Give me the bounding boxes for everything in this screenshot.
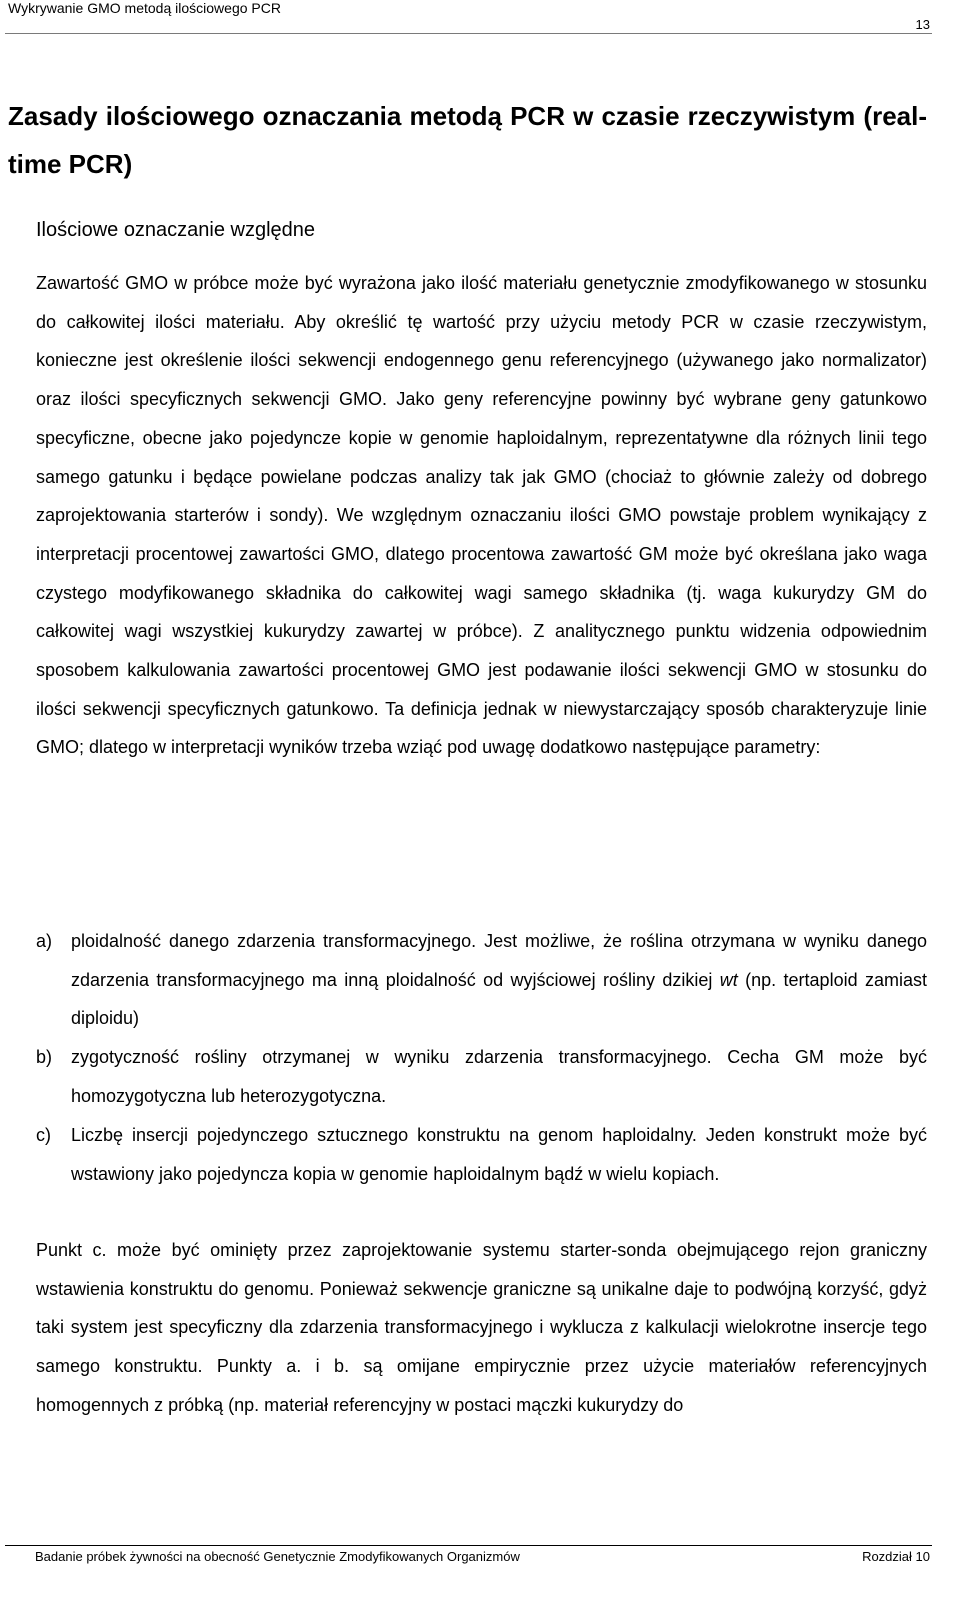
footer-chapter: Rozdział 10 <box>862 1549 930 1564</box>
list-item-text: Liczbę insercji pojedynczego sztucznego konstruktu na genom haploidalny. Jeden konstrukt może być wstawiony jako pojedyncza kopia w genomie haploidalnym bądź w wielu kopiach. <box>71 1125 927 1184</box>
list-item-a <box>36 922 927 1038</box>
list-item-text: zygotyczność rośliny otrzymanej w wyniku zdarzenia transformacyjnego. Cecha GM może być homozygotyczna lub heterozygotyczna. <box>71 1047 927 1106</box>
header-divider <box>5 33 932 34</box>
wild-type-italic: wt <box>719 969 738 990</box>
list-marker: b) <box>36 1047 53 1067</box>
running-header-title: Wykrywanie GMO metodą ilościowego PCR <box>8 0 281 16</box>
footer-divider <box>5 1545 932 1546</box>
subsection-heading: Ilościowe oznaczanie względne <box>36 219 316 241</box>
list-marker: c) <box>36 1125 51 1145</box>
footer-book-title: Badanie próbek żywności na obecność Genetycznie Zmodyfikowanych Organizmów <box>35 1549 520 1564</box>
list-item-b <box>36 1038 927 1115</box>
body-paragraph-1: Zawartość GMO w próbce może być wyrażona jako ilość materiału genetycznie zmodyfikowanego w stosunku do całkowitej ilości materiału. Aby określić tę wartość przy użyciu metody PCR w czasie rzeczywistym, konieczne jest określenie ilości sekwencji endogennego genu referencyjnego (używanego jako normalizator) oraz ilości specyficznych sekwencji GMO. Jako geny referencyjne powinny być wybrane geny gatunkowo specyficzne, obecne jako pojedyncze kopie w genomie haploidalnym, reprezentatywne dla różnych linii tego samego gatunku i będące powielane podczas analizy tak jak GMO (chociaż to głównie zależy od dobrego zaprojektowania starterów i sondy). We względnym oznaczaniu ilości GMO powstaje problem wynikający z interpretacji procentowej zawartości GMO, dlatego procentowa zawartość GM może być określana jako waga czystego modyfikowanego składnika do całkowitej wagi samego składnika (tj. waga kukurydzy GM do całkowitej wagi wszystkiej kukurydzy zawartej w próbce). Z analitycznego punktu widzenia odpowiednim sposobem kalkulowania zawartości procentowej GMO jest podawanie ilości sekwencji GMO w stosunku do ilości sekwencji specyficznych gatunkowo. Ta definicja jednak w niewystarczający sposób charakteryzuje linie GMO; dlatego w interpretacji wyników trzeba wziąć pod uwagę dodatkowo następujące parametry: <box>36 273 927 758</box>
list-marker: a) <box>36 931 53 951</box>
section-title: Zasady ilościowego oznaczania metodą PCR w czasie rzeczywistym (real-time PCR) <box>8 101 927 179</box>
page-number: 13 <box>915 17 930 32</box>
list-item-text: ploidalność danego zdarzenia transformacyjnego. Jest możliwe, że roślina otrzymana w wyniku danego zdarzenia transformacyjnego ma inną ploidalność od wyjściowej rośliny dzikiej wt (np. tertaploid zamiast diploidu) <box>71 931 927 1029</box>
body-paragraph-2: Punkt c. może być ominięty przez zaprojektowanie systemu starter-sonda obejmującego rejon graniczny wstawienia konstruktu do genomu. Ponieważ sekwencje graniczne są unikalne daje to podwójną korzyść, gdyż taki system jest specyficzny dla zdarzenia transformacyjnego i wyklucza z kalkulacji wielokrotne insercje tego samego konstruktu. Punkty a. i b. są omijane empirycznie przez użycie materiałów referencyjnych homogennych z próbką (np. materiał referencyjny w postaci mączki kukurydzy do <box>36 1240 927 1415</box>
list-item-c <box>36 1116 927 1193</box>
